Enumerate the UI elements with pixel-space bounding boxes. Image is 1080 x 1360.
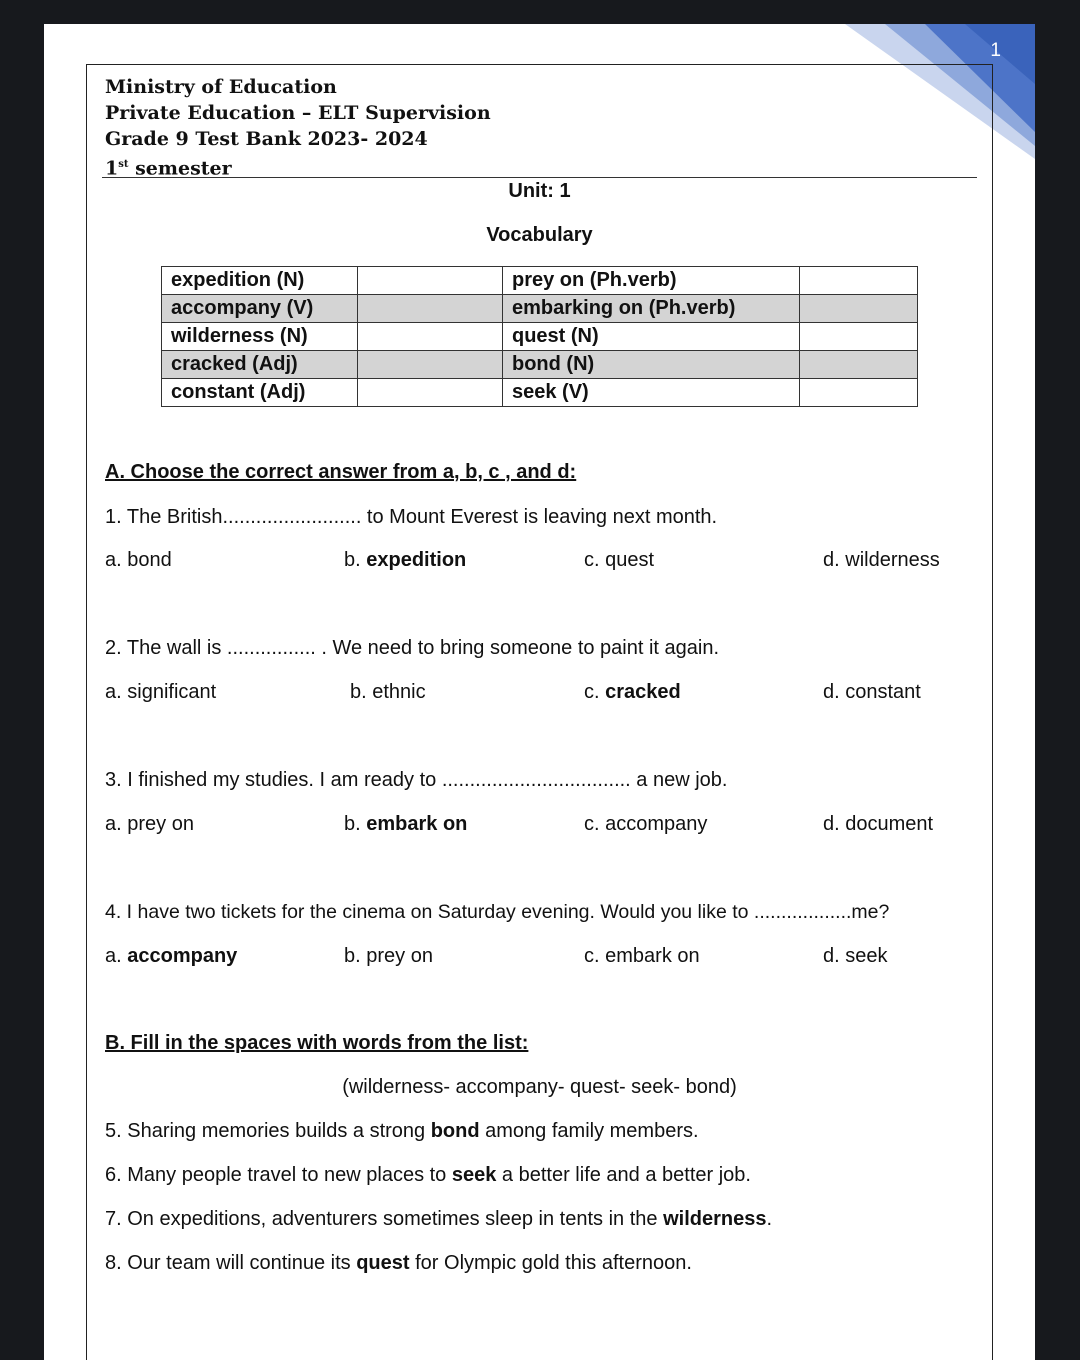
option-3a: a. prey on (105, 813, 194, 835)
vocab-blank (800, 295, 918, 323)
section-a-title: A. Choose the correct answer from a, b, c , and d: (105, 461, 577, 483)
vocab-word: prey on (Ph.verb) (503, 267, 800, 295)
option-2b: b. ethnic (350, 681, 426, 703)
vocab-word: bond (N) (503, 351, 800, 379)
vocab-row (162, 379, 918, 407)
option-4a: a. accompany (105, 945, 238, 967)
question-1: 1. The British......................... to Mount Everest is leaving next month. (105, 506, 718, 528)
header-semester: 1st semester (105, 157, 232, 180)
vocab-word: constant (Adj) (162, 379, 358, 407)
vocab-word: seek (V) (503, 379, 800, 407)
vocab-blank (800, 351, 918, 379)
vocab-word: expedition (N) (162, 267, 358, 295)
vocab-blank (358, 295, 503, 323)
question-3: 3. I finished my studies. I am ready to .................................. a new job. (105, 769, 728, 791)
option-1d: d. wilderness (823, 549, 940, 571)
question-2: 2. The wall is ................ . We need to bring someone to paint it again. (105, 637, 720, 659)
section-b-title: B. Fill in the spaces with words from the list: (105, 1032, 529, 1054)
option-3b: b. embark on (344, 813, 468, 835)
vocabulary-table (161, 266, 918, 407)
fill-item-8: 8. Our team will continue its quest for Olympic gold this afternoon. (105, 1252, 692, 1274)
vocab-blank (358, 379, 503, 407)
option-1c: c. quest (584, 549, 655, 571)
option-1b: b. expedition (344, 549, 467, 571)
option-2a: a. significant (105, 681, 217, 703)
header-ministry: Ministry of Education (105, 76, 337, 98)
option-2c: c. cracked (584, 681, 681, 703)
vocab-blank (800, 323, 918, 351)
vocab-word: embarking on (Ph.verb) (503, 295, 800, 323)
vocab-word: accompany (V) (162, 295, 358, 323)
fill-item-5: 5. Sharing memories builds a strong bond among family members. (105, 1120, 699, 1142)
vocab-row (162, 267, 918, 295)
option-3d: d. document (823, 813, 934, 835)
vocab-row (162, 351, 918, 379)
option-4d: d. seek (823, 945, 888, 967)
header-divider (102, 177, 977, 178)
vocab-row (162, 323, 918, 351)
vocab-word: quest (N) (503, 323, 800, 351)
header-grade: Grade 9 Test Bank 2023- 2024 (105, 128, 428, 150)
option-4c: c. embark on (584, 945, 700, 967)
vocab-blank (800, 267, 918, 295)
vocab-blank (800, 379, 918, 407)
option-1a: a. bond (105, 549, 172, 571)
header-supervision: Private Education – ELT Supervision (105, 102, 491, 124)
vocab-row (162, 295, 918, 323)
word-list: (wilderness- accompany- quest- seek- bond) (342, 1076, 737, 1098)
vocab-blank (358, 351, 503, 379)
question-4: 4. I have two tickets for the cinema on Saturday evening. Would you like to ..................me? (105, 901, 890, 923)
vocab-blank (358, 267, 503, 295)
page-number: 1 (990, 40, 1001, 61)
fill-item-6: 6. Many people travel to new places to seek a better life and a better job. (105, 1164, 751, 1186)
fill-item-7: 7. On expeditions, adventurers sometimes sleep in tents in the wilderness. (105, 1208, 773, 1230)
vocab-word: cracked (Adj) (162, 351, 358, 379)
option-2d: d. constant (823, 681, 921, 703)
document-page (44, 24, 1035, 1360)
vocabulary-title: Vocabulary (486, 224, 593, 246)
unit-title: Unit: 1 (508, 180, 571, 202)
document-header (105, 74, 491, 181)
option-4b: b. prey on (344, 945, 433, 967)
vocab-blank (358, 323, 503, 351)
option-3c: c. accompany (584, 813, 708, 835)
vocab-word: wilderness (N) (162, 323, 358, 351)
